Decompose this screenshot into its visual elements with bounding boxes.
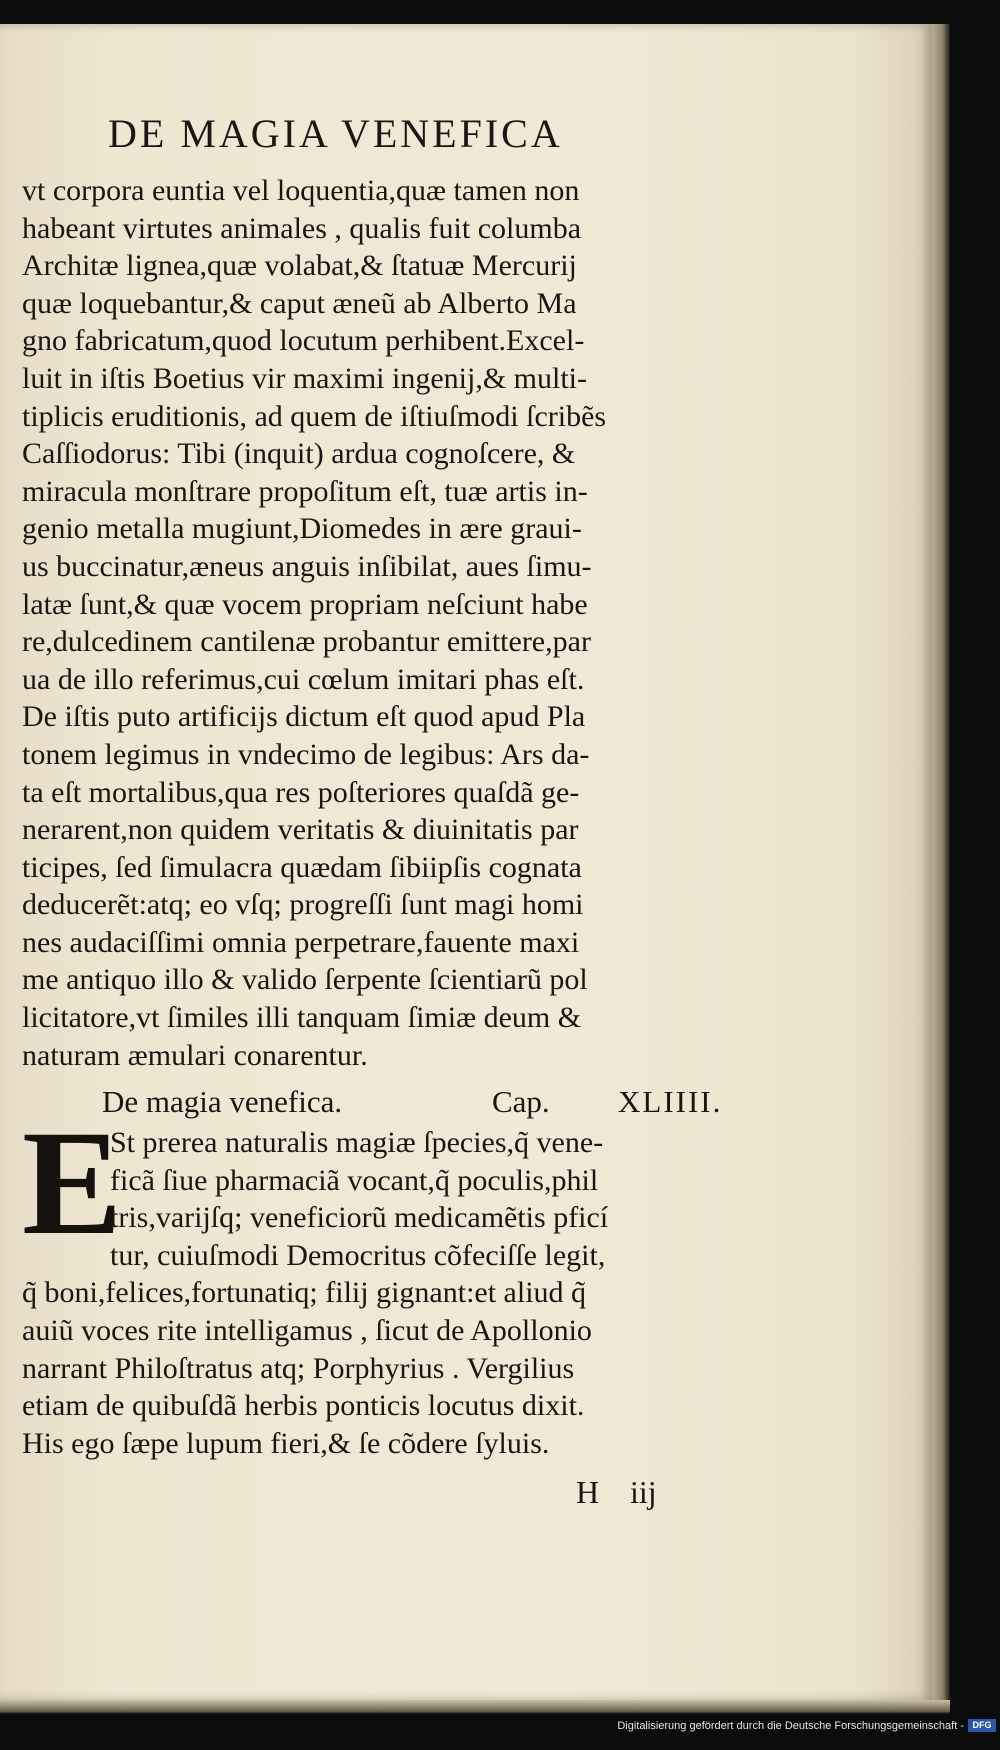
text-line: gno fabricatum,quod locutum perhibent.Excel-	[22, 324, 585, 358]
signature-numeral: iij	[630, 1474, 657, 1510]
chapter-text-line: q̃ boni,felices,fortunatiq; filij gignant:et aliud q̃	[22, 1276, 587, 1310]
text-line: ua de illo referimus,cui cœlum imitari phas eſt.	[22, 662, 585, 696]
chapter-text-line: narrant Philoſtratus atq; Porphyrius . Vergilius	[22, 1351, 575, 1385]
text-line: quæ loquebantur,& caput æneũ ab Alberto Ma	[22, 286, 577, 320]
text-line: ta eſt mortalibus,qua res poſteriores quaſdã ge-	[22, 775, 580, 809]
text-line: licitatore,vt ſimiles illi tanquam ſimiæ deum &	[22, 1001, 582, 1035]
chapter-cap-label: Cap.	[492, 1084, 550, 1119]
text-line: us buccinatur,æneus anguis inſibilat, aues ſimu-	[22, 549, 592, 583]
text-line: tiplicis eruditionis, ad quem de iſtiuſmodi ſcribẽs	[22, 399, 607, 433]
text-line: deducerẽt:atq; eo vſq; progreſſi ſunt magi homi	[22, 888, 584, 922]
chapter-text-line: auiũ voces rite intelligamus , ſicut de Apollonio	[22, 1313, 592, 1347]
chapter-number: XLIIII.	[618, 1084, 723, 1119]
chapter-text-line: etiam de quibuſdã herbis ponticis locutus dixit.	[22, 1389, 585, 1423]
text-line: Caſſiodorus: Tibi (inquit) ardua cognoſcere, &	[22, 437, 576, 471]
text-line: re,dulcedinem cantilenæ probantur emittere,par	[22, 625, 591, 659]
text-line: genio metalla mugiunt,Diomedes in ære graui-	[22, 512, 582, 546]
running-head: DE MAGIA VENEFICA	[108, 111, 563, 156]
chapter-text-line: His ego ſæpe lupum fieri,& ſe cõdere ſyluis.	[22, 1426, 550, 1460]
text-line: De iſtis puto artificijs dictum eſt quod apud Pla	[22, 700, 586, 734]
decorated-initial: E	[22, 1100, 123, 1266]
dfg-logo-icon: DFG	[968, 1719, 996, 1732]
text-line: latæ ſunt,& quæ vocem propriam neſciunt habe	[22, 587, 588, 621]
text-line: tonem legimus in vndecimo de legibus: Ars da-	[22, 737, 590, 771]
chapter-text-line: ficã ſiue pharmaciã vocant,q̃ poculis,phil	[110, 1163, 599, 1197]
page-edge	[932, 24, 950, 1714]
text-line: nerarent,non quidem veritatis & diuinitatis par	[22, 813, 579, 847]
text-line: miracula monſtrare propoſitum eſt, tuæ artis in-	[22, 474, 588, 508]
text-line: nes audaciſſimi omnia perpetrare,fauente maxi	[22, 925, 580, 959]
text-line: naturam æmulari conarentur.	[22, 1038, 368, 1072]
text-line: me antiquo illo & valido ſerpente ſcientiarũ pol	[22, 963, 588, 997]
body-text	[22, 172, 792, 1074]
chapter-text-line: tris,varijſq; veneficiorũ medicamẽtis pficí	[110, 1201, 609, 1235]
chapter-text-line: St prerea naturalis magiæ ſpecies,q̃ vene-	[110, 1126, 604, 1159]
text-line: ticipes, ſed ſimulacra quædam ſibiipſis cognata	[22, 850, 582, 884]
page-bottom-edge	[0, 1700, 950, 1714]
chapter-text-line: tur, cuiuſmodi Democritus cõfeciſſe legit,	[110, 1238, 606, 1272]
chapter-title: De magia venefica.	[102, 1084, 343, 1119]
signature-letter: H	[576, 1474, 600, 1510]
text-line: habeant virtutes animales , qualis fuit columba	[22, 211, 582, 245]
signature-mark	[576, 1474, 657, 1511]
text-line: vt corpora euntia vel loquentia,quæ tamen non	[22, 174, 580, 207]
footer-credit: Digitalisierung gefördert durch die Deutsche Forschungsgemeinschaft -	[617, 1720, 964, 1732]
text-line: luit in iſtis Boetius vir maximi ingenij,& multi-	[22, 361, 587, 395]
text-line: Architæ lignea,quæ volabat,& ſtatuæ Mercurij	[22, 249, 577, 283]
